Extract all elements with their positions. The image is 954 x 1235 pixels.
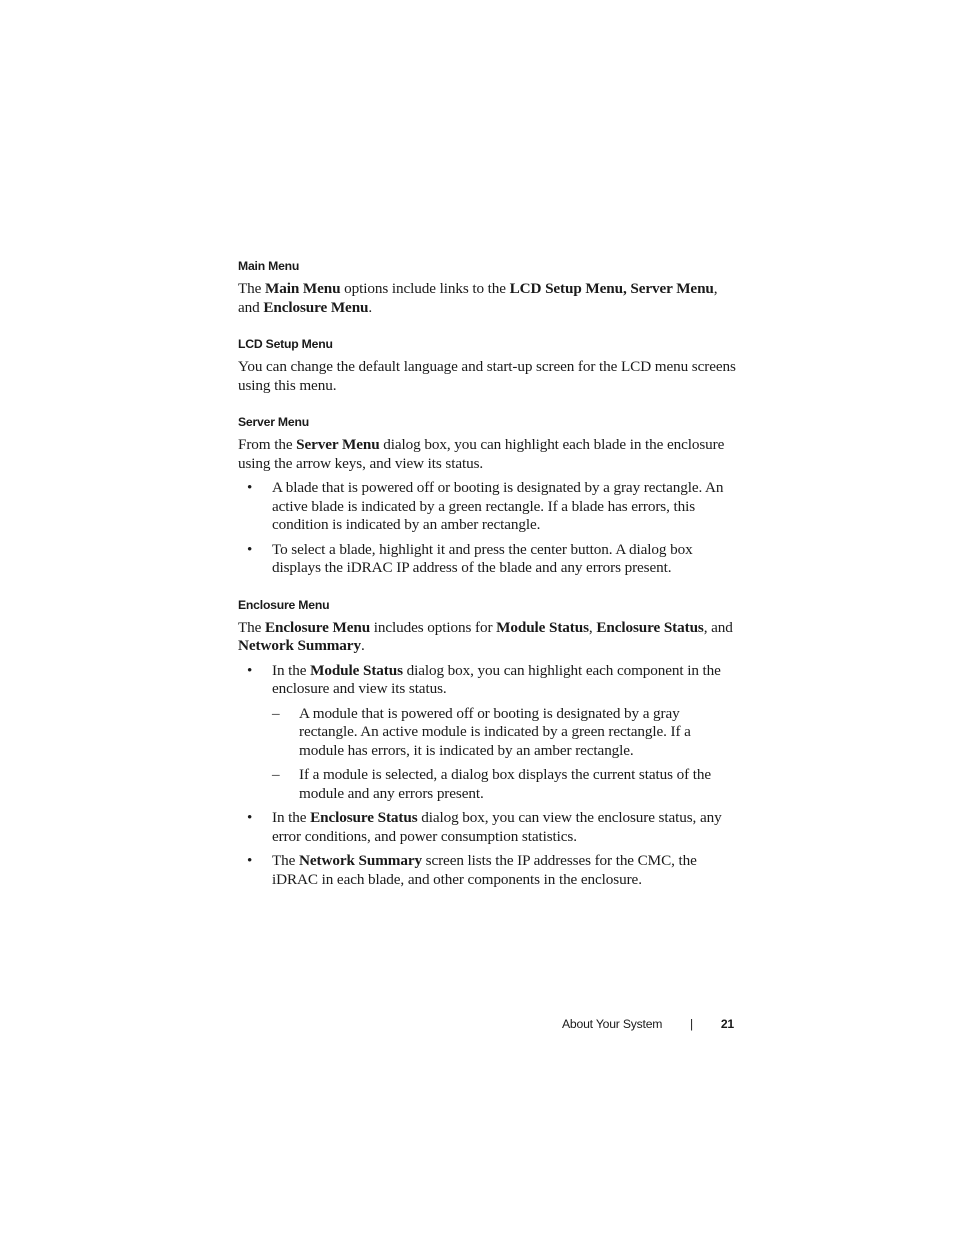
emphasis: Network Summary [238,637,361,654]
heading-enclosure-menu: Enclosure Menu [238,597,330,612]
emphasis: LCD Setup Menu, Server Menu [509,280,714,297]
text: The [238,280,266,297]
text: , [588,618,597,636]
dash-marker: – [272,766,280,783]
footer-section-name: About Your System [562,1017,663,1031]
list-item-text: To select a blade, highlight it and press the center button. A dialog box displays the iDRAC IP address of the blade and any errors present. [272,540,693,576]
text: The [272,852,300,869]
emphasis: Module Status [496,618,589,636]
text: , and [238,280,718,316]
enclosure-menu-bullets [238,662,738,890]
emphasis: Enclosure Status [596,618,704,636]
server-menu-bullets [238,479,738,578]
list-item-text: If a module is selected, a dialog box displays the current status of the module and any errors present. [299,766,712,802]
text: From the [238,436,297,453]
list-item [238,479,738,535]
text: screen lists the IP addresses for the CMC, the iDRAC in each blade, and other components in the enclosure. [272,852,697,888]
page-content [238,258,738,908]
dash-marker: – [272,704,280,722]
module-status-subitems [272,705,738,804]
list-item-text: A module that is powered off or booting is designated by a gray rectangle. An active module is indicated by a green rectangle. If a module has errors, it is indicated by an amber rectangle. [299,704,691,759]
list-item-text: A blade that is powered off or booting is designated by a gray rectangle. An active blade is indicated by a green rectangle. If a blade has errors, this condition is indicated by an amber rectangle. [272,479,724,533]
bullet-marker: • [247,540,253,558]
bullet-marker: • [247,809,253,826]
section-main-menu [238,258,738,317]
enclosure-menu-paragraph [238,619,738,656]
emphasis: Server Menu [296,436,380,453]
text: In the [272,809,311,826]
emphasis: Module Status [310,661,403,679]
emphasis: Enclosure Status [310,809,418,826]
text: In the [272,661,311,679]
page-footer [540,1015,734,1033]
list-item [272,766,738,803]
list-item [238,541,738,578]
heading-main-menu: Main Menu [238,259,300,273]
list-item [272,705,738,761]
section-enclosure-menu [238,597,738,890]
section-server-menu [238,414,738,578]
list-item [238,662,738,804]
bullet-marker: • [247,661,253,679]
main-menu-paragraph [238,280,738,317]
text: includes options for [370,618,497,636]
text: . [368,298,373,316]
emphasis: Main Menu [265,280,341,297]
page-number: 21 [720,1017,734,1031]
text: dialog box, you can highlight each blade in the enclosure using the arrow keys, and view its status. [238,436,725,472]
heading-server-menu: Server Menu [238,415,309,429]
text: , and [703,618,733,636]
text: The [238,618,266,636]
text: options include links to the [340,280,510,297]
list-item [238,809,738,846]
emphasis: Network Summary [299,852,422,869]
section-lcd-setup-menu [238,336,738,395]
lcd-setup-paragraph: You can change the default language and start-up screen for the LCD menu screens using this menu. [238,358,736,394]
heading-lcd-setup-menu: LCD Setup Menu [238,337,333,351]
emphasis: Enclosure Menu [265,618,371,636]
list-item [238,852,738,889]
footer-separator: | [690,1017,693,1031]
emphasis: Enclosure Menu [263,298,369,316]
text: dialog box, you can view the enclosure status, any error conditions, and power consumption statistics. [272,809,722,845]
server-menu-paragraph [238,436,738,473]
text: dialog box, you can highlight each component in the enclosure and view its status. [272,661,721,697]
bullet-marker: • [247,852,253,869]
text: . [360,637,365,654]
bullet-marker: • [247,479,253,496]
